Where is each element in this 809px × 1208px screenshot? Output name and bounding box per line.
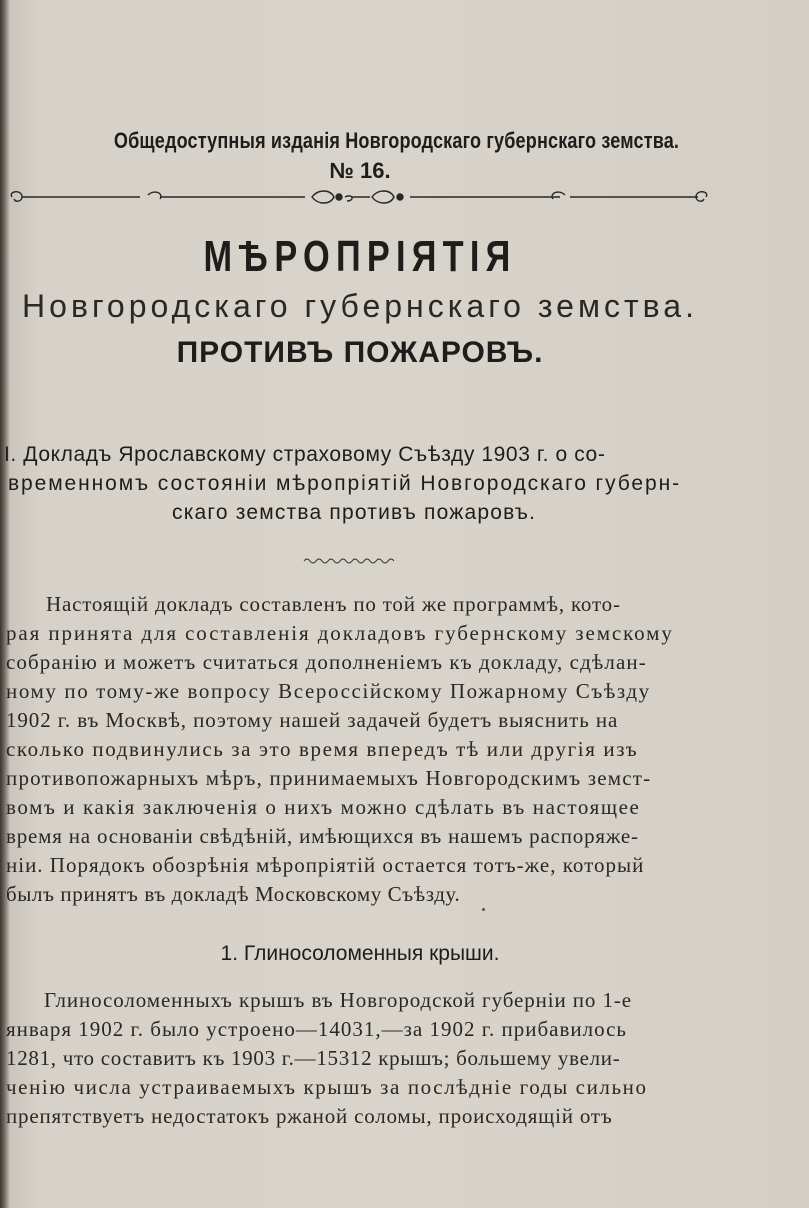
paragraph-line: ченію числа устраиваемыхъ крышъ за послѣдніе годы сильно [6, 1075, 648, 1099]
paragraph-line: вомъ и какія заключенія о нихъ можно сдѣлать въ настоящее [6, 795, 641, 819]
paragraph-line: былъ принятъ въ докладѣ Московскому Съѣзду. [6, 882, 461, 906]
paragraph-line: время на основаніи свѣдѣній, имѣющихся въ нашемъ распоряже- [6, 824, 639, 848]
title-against-fires: ПРОТИВЪ ПОЖАРОВЪ. [176, 336, 544, 369]
paragraph-line: Глиносоломенныхъ крышъ въ Новгородской губерніи по 1-е [44, 988, 632, 1012]
ornament-rule [0, 185, 720, 215]
paragraph-line: противопожарныхъ мѣръ, принимаемыхъ Новгородскимъ земст- [6, 766, 652, 790]
paragraph-line: января 1902 г. было устроено—14031,—за 1902 г. прибавилось [6, 1017, 628, 1041]
issue-number: № 16. [329, 158, 391, 183]
report-title-line: временномъ состояніи мѣропріятій Новгородскаго губерн- [8, 472, 681, 495]
main-title: МѢРОПРІЯТІЯ [203, 232, 517, 281]
paragraph-line: ніи. Порядокъ обозрѣнія мѣропріятій остается тотъ-же, который [6, 853, 645, 877]
subtitle: Новгородскаго губернскаго земства. [22, 288, 698, 324]
series-title: Общедоступныя изданія Новгородскаго губернскаго земства. [113, 128, 680, 153]
paragraph-line: рая принята для составленія докладовъ губернскому земскому [6, 621, 674, 645]
paragraph-line: 1902 г. въ Москвѣ, поэтому нашей задачей будетъ выяснить на [6, 708, 619, 732]
paragraph-line: 1281, что составитъ къ 1903 г.—15312 крышъ; большему увели- [6, 1046, 621, 1070]
paragraph-line: сколько подвинулись за это время впередъ тѣ или другія изъ [6, 737, 639, 761]
print-speck [482, 908, 485, 911]
paragraph-line: ному по тому-же вопросу Всероссійскому Пожарному Съѣзду [6, 679, 651, 703]
report-title-line: скаго земства противъ пожаровъ. [172, 501, 537, 524]
section-heading: 1. Глиносоломенныя крыши. [220, 942, 500, 965]
paragraph-line: собранію и можетъ считаться дополненіемъ къ докладу, сдѣлан- [6, 650, 647, 674]
report-title-line: I. Докладъ Ярославскому страховому Съѣзду 1903 г. о со- [4, 443, 606, 466]
paragraph-line: Настоящій докладъ составленъ по той же программѣ, кото- [46, 592, 621, 616]
paragraph-line: препятствуетъ недостатокъ ржаной соломы, происходящій отъ [6, 1104, 613, 1128]
wavy-divider [300, 556, 400, 566]
